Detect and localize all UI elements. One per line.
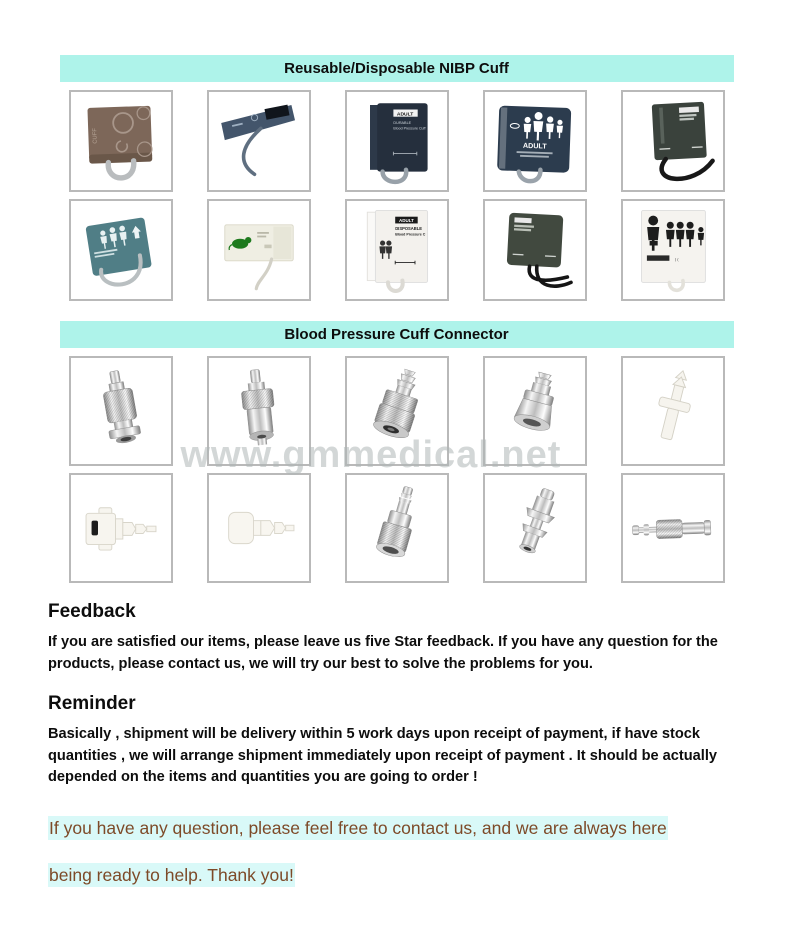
adult-disposable-cuff-photo xyxy=(351,205,443,295)
svg-text:ADULT: ADULT xyxy=(522,140,547,151)
product-adult-disposable-white-cuff xyxy=(345,199,449,301)
product-metal-socket-connector xyxy=(207,356,311,466)
feedback-heading: Feedback xyxy=(48,601,136,622)
svg-text:DISPOSABLE: DISPOSABLE xyxy=(394,226,422,232)
product-white-cuff-family-print xyxy=(621,199,725,301)
watermark-text: www.gmmedical.net xyxy=(180,434,562,476)
metal-quick-release-connector-photo xyxy=(351,479,443,577)
metal-socket-connector-photo xyxy=(213,362,305,460)
feedback-paragraph: If you are satisfied our items, please leave us five Star feedback. If you have any question for the products, please contact us, we will try our best to solve the problems for you. xyxy=(48,634,718,672)
nibp-cuff-section-banner xyxy=(60,55,734,82)
metal-inline-connector-photo xyxy=(627,479,719,577)
reminder-heading: Reminder xyxy=(48,693,136,715)
product-metal-quick-release-connector xyxy=(345,473,449,583)
product-metal-flanged-plug-connector xyxy=(483,473,587,583)
contact-note-line-1: If you have any question, please feel free to contact us, and we are always here xyxy=(49,817,667,838)
product-double-tube-gray-green-cuff xyxy=(483,199,587,301)
svg-text:ADULT: ADULT xyxy=(398,218,414,224)
product-dark-cuff-long-black-tube xyxy=(621,90,725,192)
teal-cuff-photo xyxy=(75,205,167,295)
connector-banner-title: Blood Pressure Cuff Connector xyxy=(284,326,509,343)
product-adult-navy-cuff-family-print xyxy=(483,90,587,192)
product-plastic-cap-barb-connector xyxy=(207,473,311,583)
brown-cuff-photo xyxy=(75,96,167,186)
feedback-section xyxy=(48,601,752,675)
svg-text:CUFF: CUFF xyxy=(91,127,99,144)
cuff-product-grid xyxy=(69,90,725,301)
product-metal-inline-knurled-connector xyxy=(621,473,725,583)
product-metal-knurled-connector xyxy=(69,356,173,466)
double-tube-cuff-photo xyxy=(489,205,581,295)
product-teal-pediatric-cuff xyxy=(69,199,173,301)
reminder-section xyxy=(48,693,752,789)
contact-note xyxy=(48,815,752,889)
product-plastic-slot-luer-connector xyxy=(69,473,173,583)
metal-knurled-connector-photo xyxy=(75,362,167,460)
white-family-cuff-photo xyxy=(627,205,719,295)
product-neonatal-disposable-cuff-lion-print xyxy=(207,199,311,301)
plastic-slot-connector-photo xyxy=(75,479,167,577)
dark-cuff-photo xyxy=(627,96,719,186)
product-adult-durable-navy-cuff xyxy=(345,90,449,192)
product-brown-reusable-nibp-cuff xyxy=(69,90,173,192)
svg-text:DURABLE: DURABLE xyxy=(392,120,411,125)
white-plastic-barbed-connector-photo xyxy=(627,362,719,460)
svg-text:ADULT: ADULT xyxy=(396,112,413,118)
metal-flanged-plug-connector-photo xyxy=(489,479,581,577)
product-metal-barbed-plug-connector xyxy=(483,356,587,466)
metal-barbed-screw-connector-photo xyxy=(351,362,443,460)
svg-text:( (: ( ( xyxy=(674,256,679,262)
product-white-plastic-barbed-connector xyxy=(621,356,725,466)
adult-durable-cuff-photo xyxy=(351,96,443,186)
connector-section-banner xyxy=(60,321,734,348)
product-description-page xyxy=(0,55,793,946)
contact-note-line-2: being ready to help. Thank you! xyxy=(49,865,294,886)
reminder-paragraph: Basically , shipment will be delivery within 5 work days upon receipt of payment, if have stock quantities , we will arrange shipment immediately upon receipt of payment . It should be actually depended on the items and quantities you are going to order ! xyxy=(48,726,718,786)
lion-print-cuff-photo xyxy=(213,205,305,295)
metal-barbed-plug-connector-photo xyxy=(489,362,581,460)
product-navy-flat-cuff-with-tube xyxy=(207,90,311,192)
plastic-cap-barb-connector-photo xyxy=(213,479,305,577)
nibp-cuff-banner-title: Reusable/Disposable NIBP Cuff xyxy=(284,60,509,77)
navy-flat-cuff-photo xyxy=(213,96,305,186)
connector-product-grid xyxy=(69,356,725,583)
adult-family-cuff-photo xyxy=(489,96,581,186)
svg-text:Blood Pressure Cuff: Blood Pressure Cuff xyxy=(392,126,426,131)
svg-text:Blood Pressure C: Blood Pressure C xyxy=(394,232,425,237)
product-metal-barbed-screw-connector xyxy=(345,356,449,466)
